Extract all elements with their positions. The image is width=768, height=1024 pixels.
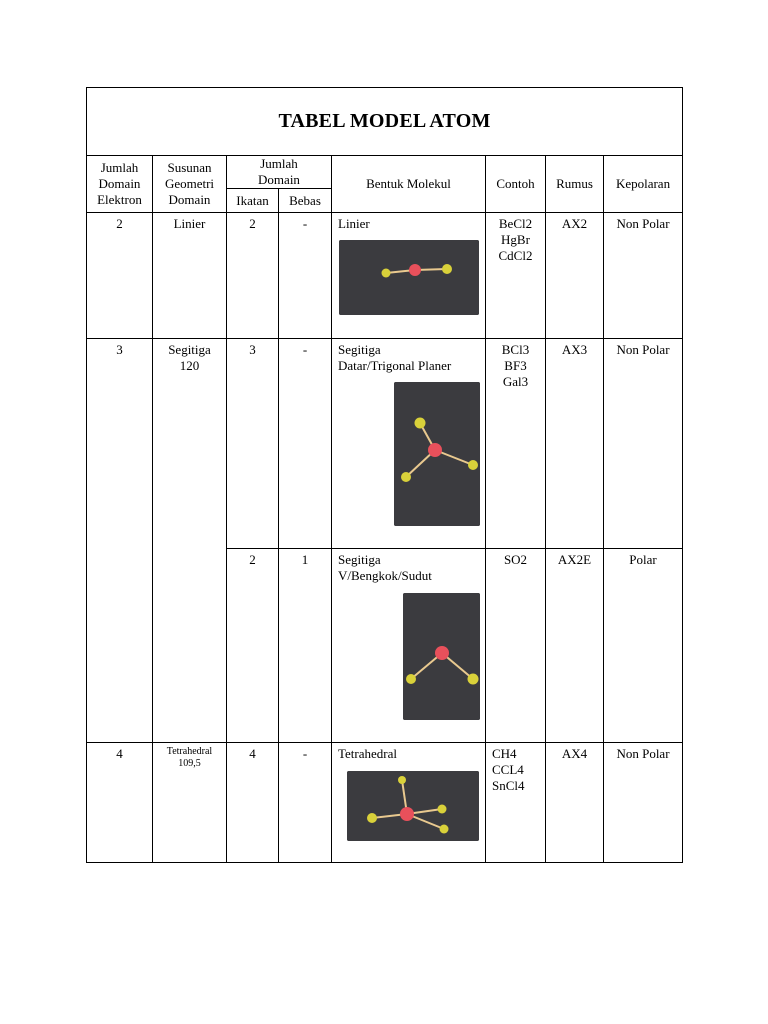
header-rumus: Rumus [546, 156, 604, 213]
cell-bebas: 1 [279, 549, 332, 743]
cell-domain: 2 [87, 213, 153, 339]
cell-geometri: Tetrahedral 109,5 [153, 743, 227, 863]
table-title: TABEL MODEL ATOM [278, 109, 491, 132]
cell-kepolaran: Non Polar [604, 339, 683, 549]
cell-rumus: AX2E [546, 549, 604, 743]
table-row [87, 743, 683, 863]
cell-kepolaran: Polar [604, 549, 683, 743]
header-bentuk-molekul: Bentuk Molekul [332, 156, 486, 213]
cell-bebas: - [279, 743, 332, 863]
linear-molecule-photo [339, 240, 479, 315]
cell-ikatan: 2 [227, 549, 279, 743]
table-row [87, 213, 683, 339]
cell-bentuk-molekul [332, 339, 486, 549]
cell-bebas: - [279, 213, 332, 339]
cell-rumus: AX3 [546, 339, 604, 549]
cell-domain: 3 [87, 339, 153, 743]
cell-ikatan: 2 [227, 213, 279, 339]
atom-model-table-sheet [86, 87, 682, 865]
cell-kepolaran: Non Polar [604, 743, 683, 863]
header-ikatan: Ikatan [227, 189, 279, 213]
bent-molecule-photo [403, 593, 480, 720]
header-kepolaran: Kepolaran [604, 156, 683, 213]
table-row [87, 339, 683, 549]
cell-domain: 4 [87, 743, 153, 863]
cell-ikatan: 4 [227, 743, 279, 863]
cell-bebas: - [279, 339, 332, 549]
cell-geometri: Linier [153, 213, 227, 339]
bentuk-label-line-2: Datar/Trigonal Planer [338, 358, 452, 373]
cell-geometri: Segitiga 120 [153, 339, 227, 743]
header-susunan-geometri-domain: Susunan Geometri Domain [153, 156, 227, 213]
bentuk-label-line-1: Segitiga [338, 552, 381, 567]
cell-contoh: CH4 CCL4 SnCl4 [486, 743, 546, 863]
atom-model-table [86, 87, 683, 863]
bentuk-label-line-2: V/Bengkok/Sudut [338, 568, 432, 583]
cell-ikatan: 3 [227, 339, 279, 549]
cell-bentuk-molekul [332, 213, 486, 339]
trigonal-planar-molecule-photo [394, 382, 480, 526]
header-jumlah-domain-elektron: Jumlah Domain Elektron [87, 156, 153, 213]
bentuk-label: Tetrahedral [338, 746, 397, 761]
bentuk-label-line-1: Segitiga [338, 342, 381, 357]
cell-kepolaran: Non Polar [604, 213, 683, 339]
cell-contoh: BeCl2 HgBr CdCl2 [486, 213, 546, 339]
tetrahedral-molecule-photo [347, 771, 479, 841]
header-jumlah-domain: Jumlah Domain [227, 156, 332, 189]
header-bebas: Bebas [279, 189, 332, 213]
header-contoh: Contoh [486, 156, 546, 213]
bentuk-label: Linier [338, 216, 370, 231]
cell-bentuk-molekul [332, 549, 486, 743]
cell-contoh: BCl3 BF3 Gal3 [486, 339, 546, 549]
cell-rumus: AX2 [546, 213, 604, 339]
table-title-cell [87, 88, 683, 156]
cell-bentuk-molekul [332, 743, 486, 863]
cell-rumus: AX4 [546, 743, 604, 863]
cell-contoh: SO2 [486, 549, 546, 743]
